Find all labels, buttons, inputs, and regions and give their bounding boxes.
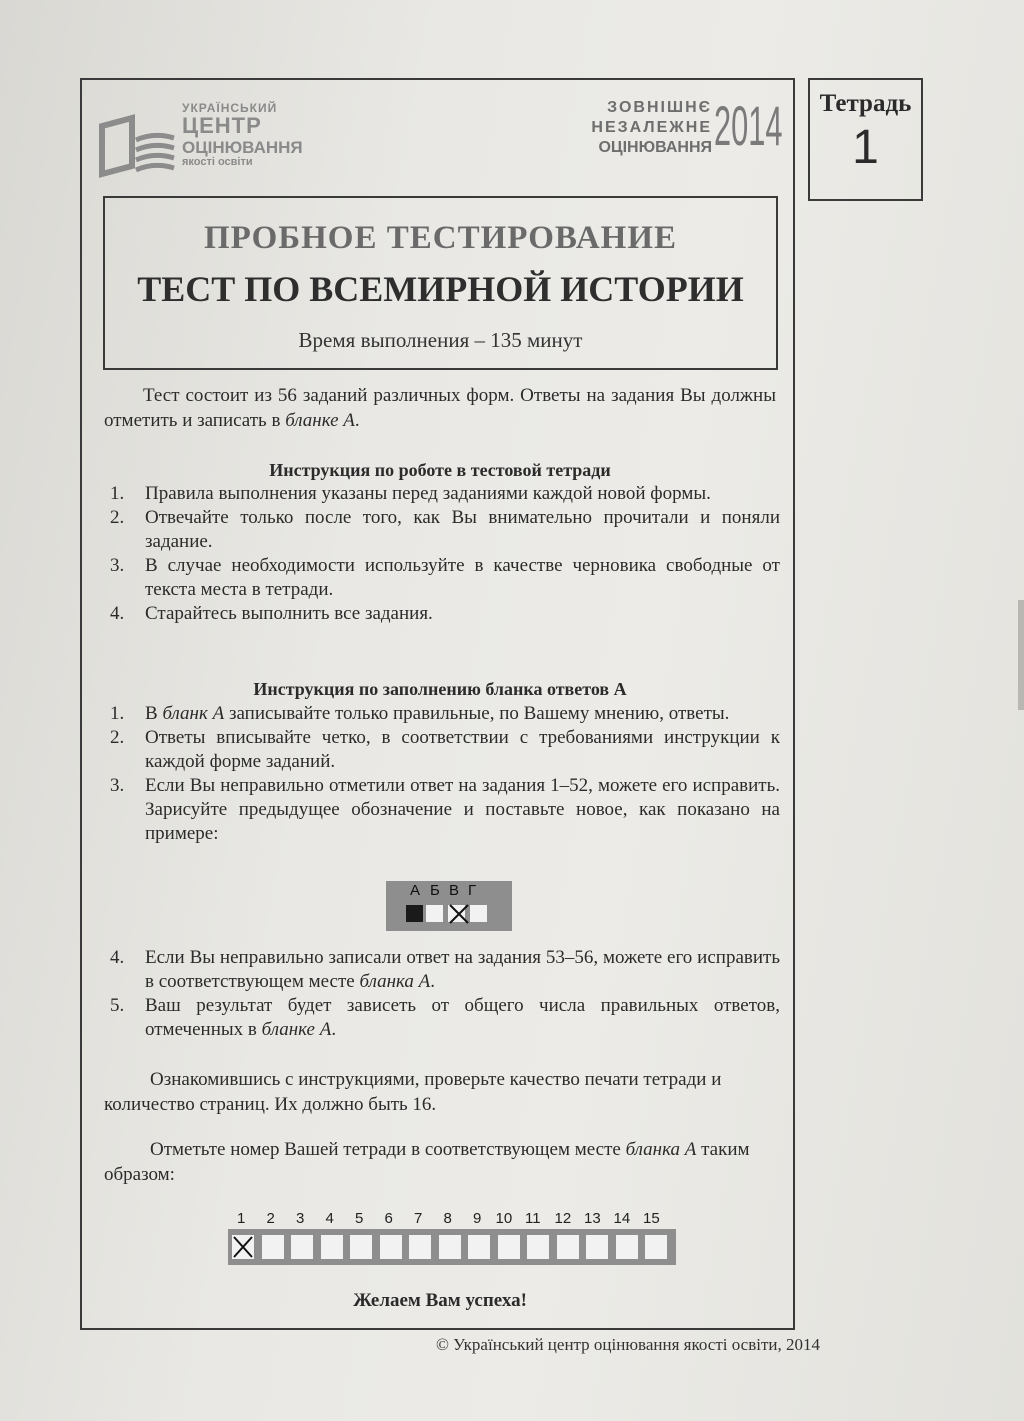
item-text: Правила выполнения указаны перед заданиями каждой новой формы. (145, 483, 711, 504)
empty-number-cell (616, 1235, 638, 1259)
zno-line-3: ОЦІНЮВАННЯ (598, 139, 712, 156)
logo-line-2: ЦЕНТР (182, 113, 262, 138)
item-number: 4. (110, 603, 125, 624)
example-number-label: 3 (296, 1210, 305, 1227)
zno-logo (590, 94, 783, 168)
intro-end: . (354, 410, 360, 431)
example-letter: Г (468, 882, 477, 899)
time-limit: Время выполнения – 135 минут (298, 328, 583, 352)
title-box (103, 196, 778, 370)
empty-number-cell (586, 1235, 608, 1259)
list-item (104, 946, 780, 994)
item-text: . (331, 1019, 337, 1040)
item-text: записывайте только правильные, по Вашему мнению, ответы. (224, 703, 730, 724)
item-number: 2. (110, 507, 125, 528)
example-number-label: 5 (355, 1210, 364, 1227)
mark-em: бланка А (625, 1139, 697, 1160)
item-number: 5. (110, 995, 125, 1016)
empty-number-cell (645, 1235, 667, 1259)
example-number-label: 2 (266, 1210, 275, 1227)
item-text: Старайтесь выполнить все задания. (145, 603, 433, 624)
item-text: . (430, 971, 436, 992)
empty-cell (470, 905, 487, 922)
zno-line-2: НЕЗАЛЕЖНЕ (591, 119, 712, 136)
intro-em: бланке А (285, 410, 355, 431)
example-number-label: 15 (643, 1210, 660, 1227)
empty-number-cell (527, 1235, 549, 1259)
item-number: 1. (110, 483, 125, 504)
item-text: Отвечайте только после того, как Вы внимательно прочитали и поняли задание. (145, 507, 780, 552)
item-number: 4. (110, 947, 125, 968)
item-em: бланк А (162, 703, 225, 724)
list-item (104, 602, 780, 626)
empty-number-cell (468, 1235, 490, 1259)
check-paragraph: Ознакомившись с инструкциями, проверьте качество печати тетради и количество страниц. Их должно быть 16. (104, 1069, 722, 1115)
notebook-instructions-list (104, 482, 780, 626)
empty-number-cell (291, 1235, 313, 1259)
example-number-label: 4 (325, 1210, 334, 1227)
empty-number-cell (439, 1235, 461, 1259)
item-number: 3. (110, 555, 125, 576)
logo-line-4: якості освіти (182, 156, 253, 168)
empty-number-cell (557, 1235, 579, 1259)
example-letter: А (410, 882, 421, 899)
example-letter: Б (430, 882, 440, 899)
item-text: Ответы вписывайте четко, в соответствии с требованиями инструкции к каждой форме заданий. (145, 727, 780, 772)
list-item (104, 702, 780, 726)
empty-number-cell (498, 1235, 520, 1259)
intro-paragraph (104, 383, 776, 433)
item-number: 3. (110, 775, 125, 796)
zno-line-1: ЗОВНІШНЄ (607, 99, 712, 116)
form-instructions-list (104, 702, 780, 846)
empty-number-cell (321, 1235, 343, 1259)
list-item (104, 482, 780, 506)
item-text: Если Вы неправильно записали ответ на задания 53–56, можете его исправить в соответствующем месте (145, 947, 780, 992)
notebook-label: Тетрадь (819, 90, 912, 117)
list-item (104, 774, 780, 846)
intro-text: Тест состоит из 56 заданий различных форм. Ответы на задания Вы должны отметить и записать в (104, 385, 776, 431)
notebook-number-box (808, 78, 923, 201)
example-number-label: 13 (584, 1210, 601, 1227)
item-text: Ваш результат будет зависеть от общего числа правильных ответов, отмеченных в (145, 995, 780, 1040)
example-number-label: 8 (443, 1210, 452, 1227)
zno-year: 2014 (714, 94, 783, 157)
example-number-label: 6 (384, 1210, 393, 1227)
example-number-label: 9 (473, 1210, 482, 1227)
copyright-text: © Український центр оцінювання якості освіти, 2014 (435, 1335, 820, 1354)
notebook-instructions-heading: Инструкция по роботе в тестовой тетради (269, 460, 611, 480)
mark-text: таким образом: (104, 1139, 750, 1185)
ucoko-logo (98, 100, 303, 186)
logo-line-3: ОЦІНЮВАННЯ (182, 138, 303, 157)
form-instructions-list-cont (104, 946, 780, 1042)
good-luck-text: Желаем Вам успеха! (353, 1290, 527, 1311)
empty-number-cell (350, 1235, 372, 1259)
item-text: Если Вы неправильно отметили ответ на задания 1–52, можете его исправить. Зарисуйте предыдущее обозначение и поставьте новое, как показано на примере: (145, 775, 780, 844)
book-logo-icon (98, 104, 176, 182)
empty-number-cell (380, 1235, 402, 1259)
example-number-label: 14 (613, 1210, 631, 1227)
answer-correction-example (386, 881, 512, 931)
example-number-label: 12 (554, 1210, 572, 1227)
example-letter: В (449, 882, 460, 899)
item-number: 2. (110, 727, 125, 748)
example-number-label: 11 (525, 1210, 541, 1227)
item-text: В (145, 703, 163, 724)
cross-mark-icon (448, 903, 470, 925)
form-instructions-heading: Инструкция по заполнению бланка ответов А (253, 679, 627, 699)
cross-mark-icon (232, 1235, 254, 1259)
item-em: бланке А (261, 1019, 332, 1040)
empty-number-cell (262, 1235, 284, 1259)
list-item (104, 554, 780, 602)
paper-edge (1018, 600, 1024, 710)
example-number-label: 10 (495, 1210, 513, 1227)
item-number: 1. (110, 703, 125, 724)
example-number-label: 7 (414, 1210, 423, 1227)
logo-line-1: УКРАЇНСЬКИЙ (182, 101, 278, 115)
notebook-number: 1 (852, 121, 879, 174)
item-em: бланка А (359, 971, 431, 992)
empty-number-cell (409, 1235, 431, 1259)
list-item (104, 726, 780, 774)
mark-paragraph (104, 1137, 776, 1187)
empty-cell (426, 905, 443, 922)
example-number-label: 1 (237, 1210, 246, 1227)
page-title-line-1: ПРОБНОЕ ТЕСТИРОВАНИЕ (204, 220, 677, 256)
filled-cell (406, 905, 423, 922)
list-item (104, 506, 780, 554)
mark-text: Отметьте номер Вашей тетради в соответствующем месте (150, 1139, 626, 1160)
list-item (104, 994, 780, 1042)
item-text: В случае необходимости используйте в качестве черновика свободные от текста места в тетради. (145, 555, 780, 600)
page-title-line-2: ТЕСТ ПО ВСЕМИРНОЙ ИСТОРИИ (137, 269, 744, 309)
